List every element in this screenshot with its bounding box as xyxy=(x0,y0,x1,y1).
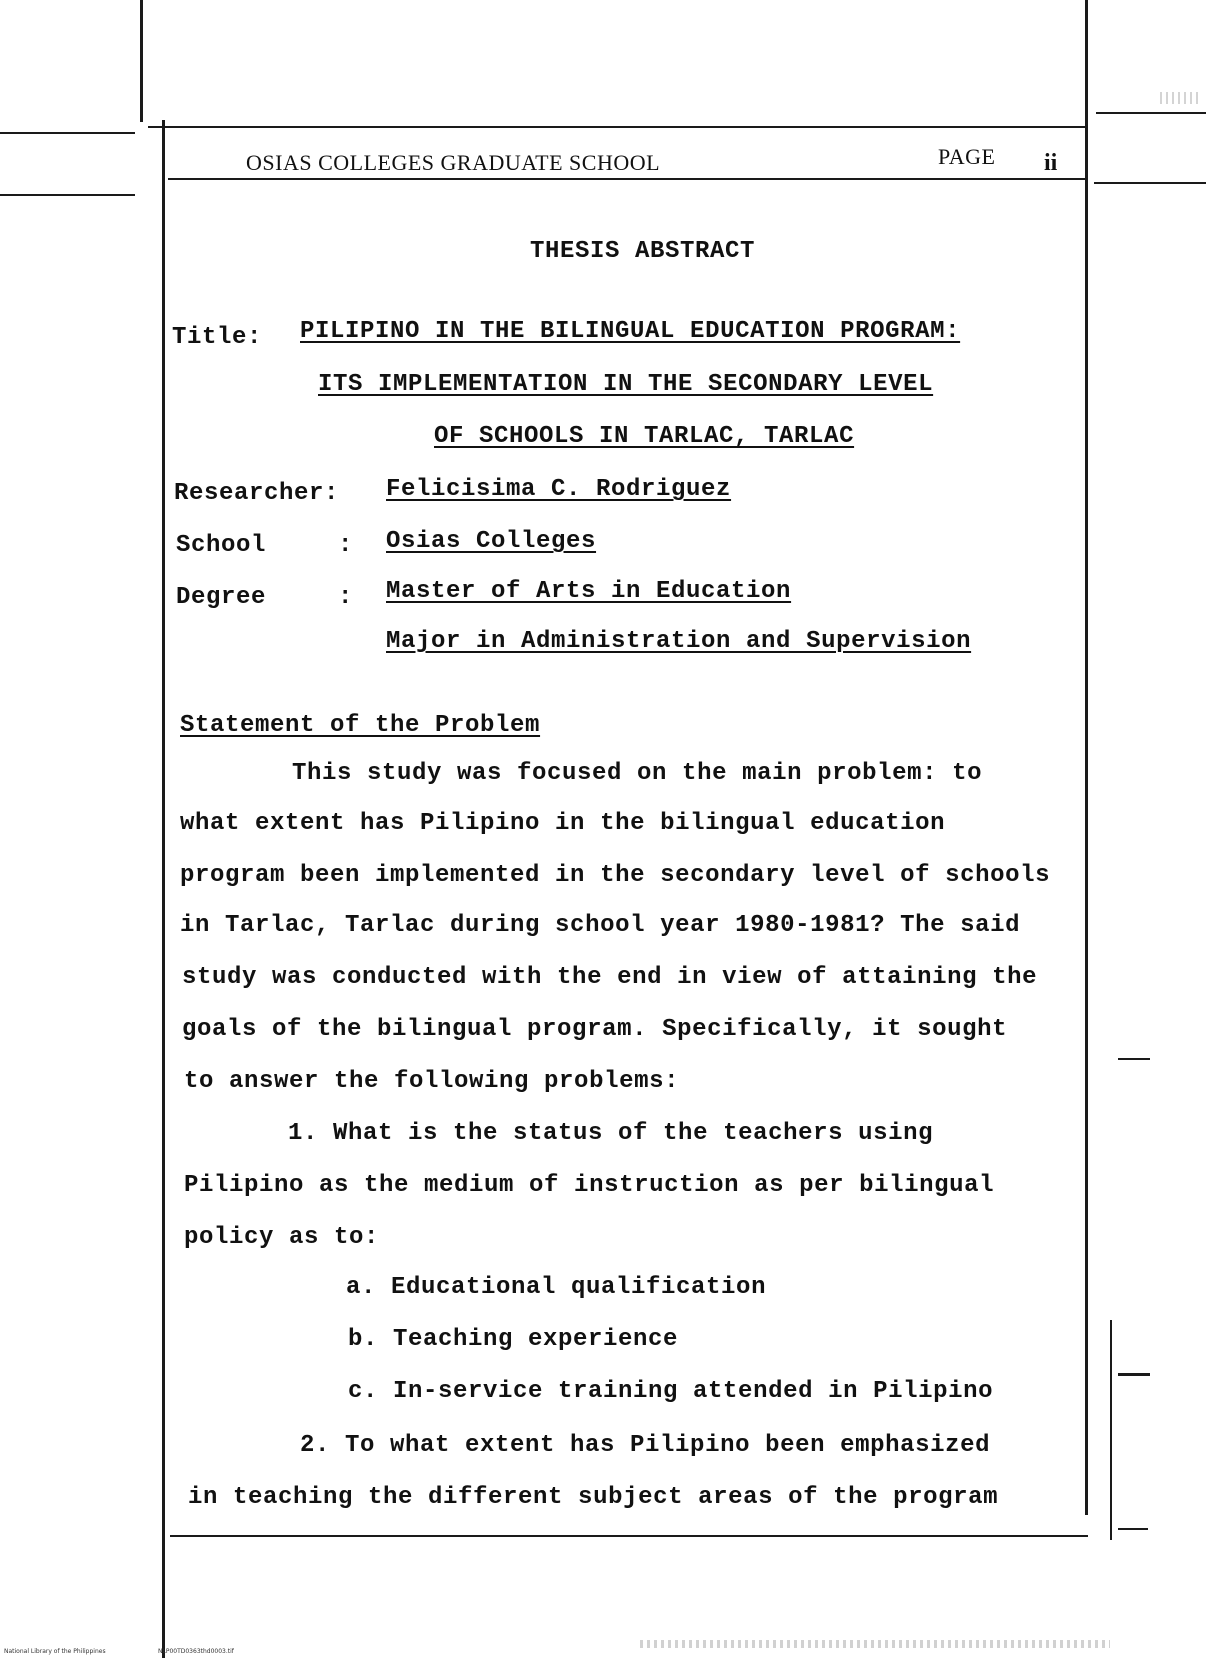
left-margin-line xyxy=(162,120,165,1658)
researcher-label: Researcher: xyxy=(174,480,340,507)
footer-file: NLP00TD0363thd0003.tif xyxy=(158,1648,234,1655)
thesis-abstract-heading: THESIS ABSTRACT xyxy=(530,238,756,265)
scan-noise-bottom xyxy=(640,1640,1110,1648)
right-edge-mark-top xyxy=(1096,112,1206,114)
degree-value-line-1: Master of Arts in Education xyxy=(386,578,792,605)
school-colon: : xyxy=(338,532,354,559)
header-top-rule xyxy=(148,126,1088,128)
item1-line-1: 1. What is the status of the teachers using xyxy=(288,1120,934,1147)
problem-heading: Statement of the Problem xyxy=(180,712,541,739)
right-tick-2 xyxy=(1118,1373,1150,1376)
item1-sub-b: b. Teaching experience xyxy=(348,1326,679,1353)
text-bottom-rule xyxy=(170,1535,1088,1537)
item1-sub-a: a. Educational qualification xyxy=(346,1274,767,1301)
right-frame-line xyxy=(1085,0,1088,1515)
title-line-1: PILIPINO IN THE BILINGUAL EDUCATION PROGRAM: xyxy=(300,318,961,345)
right-margin-line xyxy=(1110,1320,1112,1540)
degree-value-line-2: Major in Administration and Supervision xyxy=(386,628,972,655)
page-label: PAGE xyxy=(938,144,996,169)
problem-line-6: goals of the bilingual program. Specifically, it sought xyxy=(182,1016,1008,1043)
item2-line-1: 2. To what extent has Pilipino been emphasized xyxy=(300,1432,991,1459)
right-tick-3 xyxy=(1118,1528,1148,1530)
title-label: Title: xyxy=(172,324,263,351)
problem-line-5: study was conducted with the end in view of attaining the xyxy=(182,964,1038,991)
degree-colon: : xyxy=(338,584,354,611)
right-edge-mark-mid xyxy=(1094,182,1206,184)
degree-label: Degree xyxy=(176,584,267,611)
title-line-2: ITS IMPLEMENTATION IN THE SECONDARY LEVEL xyxy=(318,371,934,398)
right-tick-1 xyxy=(1118,1058,1150,1060)
school-label: School xyxy=(176,532,267,559)
left-frame-line xyxy=(140,0,143,122)
footer-library: National Library of the Philippines xyxy=(4,1648,106,1655)
scan-noise-right xyxy=(1160,92,1200,104)
item1-line-3: policy as to: xyxy=(184,1224,380,1251)
title-line-3: OF SCHOOLS IN TARLAC, TARLAC xyxy=(434,423,855,450)
page-number: ii xyxy=(1044,150,1058,176)
item1-sub-c: c. In-service training attended in Pilipino xyxy=(348,1378,994,1405)
problem-line-1: This study was focused on the main problem: to xyxy=(292,760,983,787)
left-edge-mark-bottom xyxy=(0,194,135,196)
school-header: OSIAS COLLEGES GRADUATE SCHOOL xyxy=(246,150,661,175)
problem-line-4: in Tarlac, Tarlac during school year 1980-1981? The said xyxy=(180,912,1021,939)
item2-line-2: in teaching the different subject areas of the program xyxy=(188,1484,999,1511)
researcher-value: Felicisima C. Rodriguez xyxy=(386,476,732,503)
header-bottom-rule xyxy=(168,178,1088,180)
left-edge-mark-top xyxy=(0,132,135,134)
problem-line-3: program been implemented in the secondary level of schools xyxy=(180,862,1051,889)
problem-line-7: to answer the following problems: xyxy=(184,1068,680,1095)
school-value: Osias Colleges xyxy=(386,528,597,555)
item1-line-2: Pilipino as the medium of instruction as per bilingual xyxy=(184,1172,995,1199)
problem-line-2: what extent has Pilipino in the bilingual education xyxy=(180,810,946,837)
